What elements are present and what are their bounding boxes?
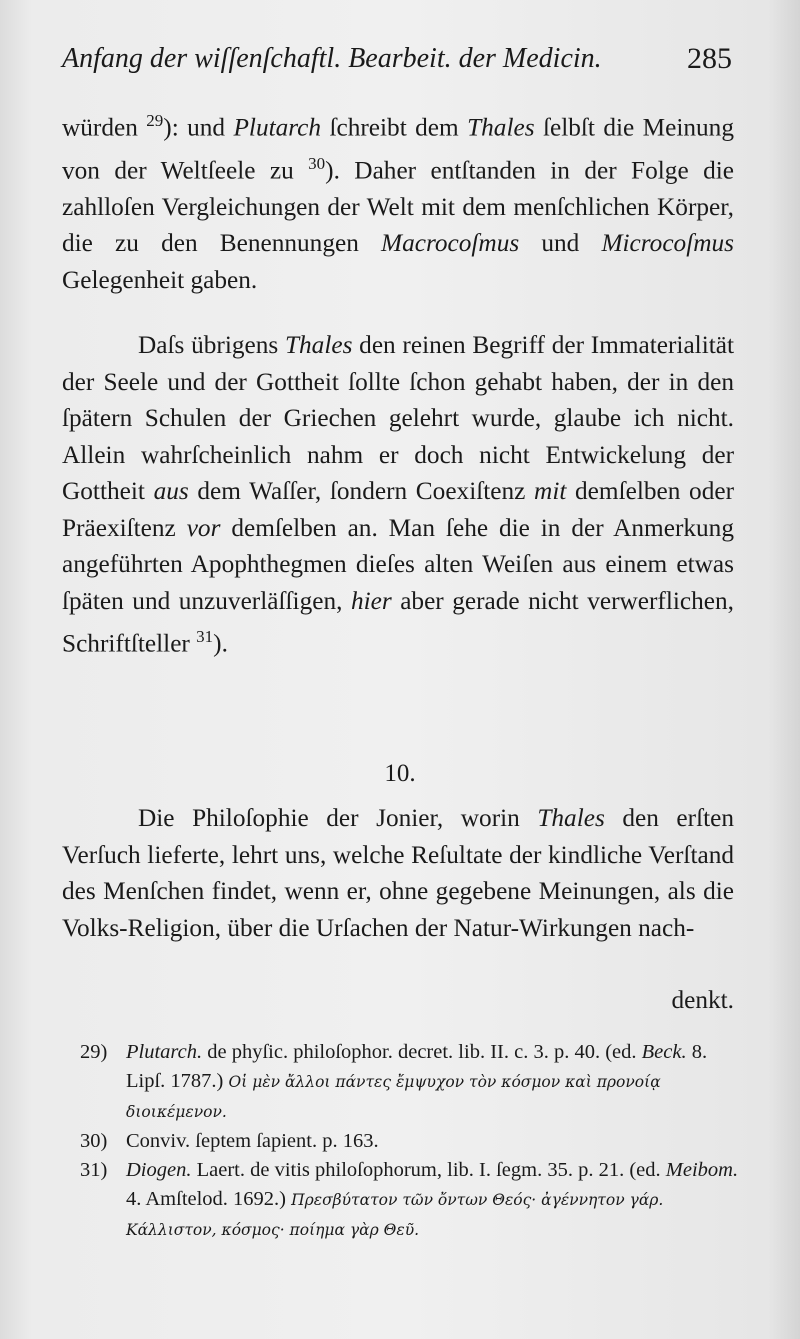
paragraph-3-last-word: denkt. — [671, 986, 734, 1014]
page-number: 285 — [687, 42, 732, 75]
greek-quotation: Πρεσβύτατον τῶν ὄντων Θεός· ἀγέννητον γάρ. Κάλλιστον, κόσμος· ποίημα γὰρ Θεῦ. — [126, 1191, 664, 1239]
text-run: ſelbſt die Meinung von der Weltſeele zu — [62, 113, 734, 185]
footnote-ref-29: 29 — [146, 111, 164, 130]
text-run: dem Waſſer, ſondern Coexiſtenz — [188, 477, 535, 505]
text-run: den reinen Begriff der Immaterialität der Seele und der Gottheit ſollte ſchon gehabt haben, der in den ſpätern Schulen der Griechen gelehrt wurde, glaube ich nicht. Allein wahrſcheinlich nahm er doch nicht Entwickelung der Gottheit — [62, 331, 735, 505]
italic-author: Diogen. — [126, 1159, 192, 1181]
italic-word: aus — [153, 477, 189, 505]
italic-word: hier — [350, 586, 392, 615]
paragraph-2 — [62, 327, 734, 662]
footnote-ref-30: 30 — [308, 153, 326, 173]
italic-word: vor — [186, 513, 221, 542]
italic-author: Plutarch. — [126, 1041, 203, 1063]
paragraph-3 — [62, 800, 734, 946]
italic-term: Macrocoſmus — [381, 229, 520, 258]
text-run: 8. Lipſ. 1787.) — [126, 1041, 708, 1092]
text-run: würden — [62, 113, 147, 142]
text-run: de phyſic. philoſophor. decret. lib. II. c. 3. p. 40. (ed. — [202, 1041, 642, 1063]
text-run: ): und — [163, 113, 234, 142]
text-run: und — [519, 229, 602, 258]
section-number: 10. — [384, 760, 416, 787]
text-run: aber gerade nicht verwerflichen, Schriftſteller — [62, 586, 734, 658]
text-run: Daſs übrigens — [138, 331, 285, 359]
text-run: ). — [213, 629, 228, 658]
text-run: Laert. de vitis philoſophorum, lib. I. ſegm. 35. p. 21. (ed. — [191, 1159, 666, 1181]
italic-editor: Meibom. — [665, 1159, 739, 1181]
footnotes — [80, 1038, 740, 1245]
text-run: Conviv. ſeptem ſapient. p. 163. — [126, 1130, 379, 1152]
running-title: Anfang der wiſſenſchaftl. Bearbeit. der Medicin. — [62, 43, 602, 74]
footnote-number: 30) — [80, 1130, 108, 1152]
footnote-30 — [80, 1127, 740, 1156]
text-run: Die Philoſophie der Jonier, worin — [138, 804, 538, 832]
footnote-number: 31) — [80, 1159, 108, 1181]
text-run: ſchreibt dem — [321, 113, 468, 142]
text-run: demſelben an. Man ſehe die in der Anmerkung angeführten Apophthegmen dieſes alten Weiſen aus einem etwas ſpäten und unzuverläſſigen, — [62, 513, 734, 615]
paragraph-1 — [62, 103, 734, 298]
italic-word: mit — [534, 477, 567, 505]
text-run: demſelben oder Präexiſtenz — [62, 477, 734, 542]
running-header — [62, 38, 732, 80]
text-run: ). Daher entſtanden in der Folge die zahlloſen Vergleichungen der Welt mit dem menſchlichen Körper, die zu den Benennungen — [62, 156, 734, 258]
italic-term: Microcoſmus — [601, 229, 734, 258]
greek-quotation: Οἱ μὲν ἄλλοι πάντες ἔμψυχον τὸν κόσμον καὶ προνοίᾳ διοικέμενον. — [126, 1073, 661, 1121]
italic-name: Thales — [284, 331, 353, 359]
italic-name: Thales — [467, 113, 535, 142]
footnote-31 — [80, 1156, 740, 1245]
italic-name: Thales — [537, 804, 605, 832]
text-run: Gelegenheit gaben. — [62, 265, 258, 294]
text-run: 4. Amſtelod. 1692.) — [126, 1188, 292, 1210]
italic-editor: Beck. — [641, 1041, 687, 1063]
footnote-number: 29) — [80, 1041, 108, 1063]
text-run: den erſten Verſuch lieferte, lehrt uns, welche Reſultate der kindliche Verſtand des Menſchen findet, wenn er, ohne gegebene Meinungen, als die Volks-Religion, über die Urſachen der Natur-Wirkungen nach- — [62, 804, 735, 942]
footnote-ref-31: 31 — [196, 627, 214, 646]
footnote-29 — [80, 1038, 740, 1127]
italic-name: Plutarch — [233, 113, 322, 142]
